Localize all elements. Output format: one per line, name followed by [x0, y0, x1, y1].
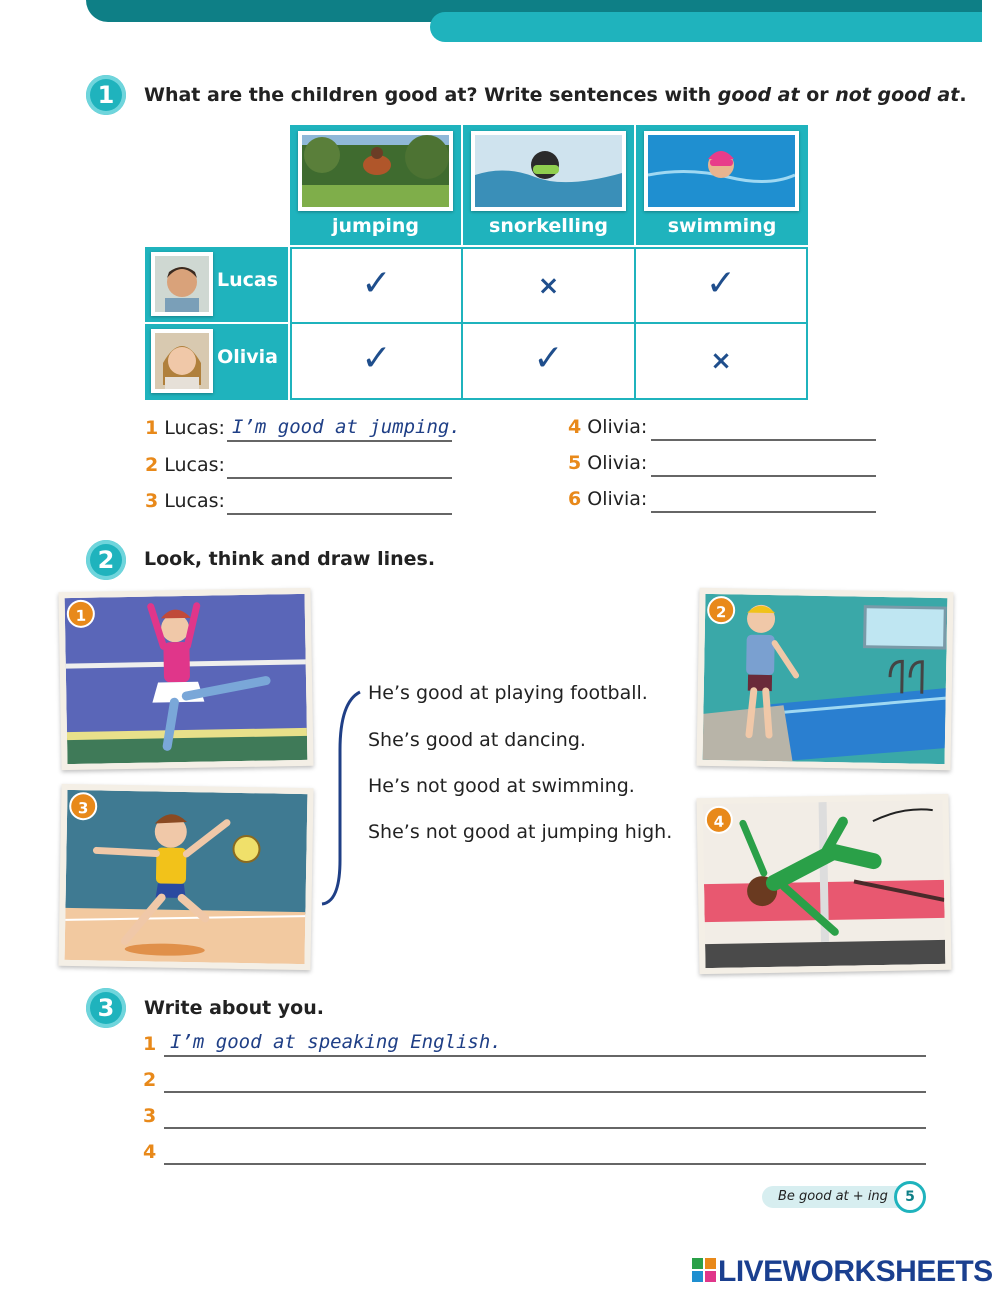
column-label: snorkelling [489, 215, 608, 237]
picture-2-swimming[interactable] [696, 588, 953, 770]
write-line-1-answer[interactable]: I’m good at speaking English. [170, 1031, 502, 1053]
option-1[interactable]: He’s good at playing football. [368, 682, 648, 704]
write-line-2-number: 2 [143, 1069, 157, 1091]
write-line [164, 1055, 926, 1057]
exercise-2-instruction: Look, think and draw lines. [144, 548, 436, 570]
write-line-1-number: 1 [143, 1033, 157, 1055]
answer-line [651, 475, 876, 477]
column-header-swimming [636, 125, 808, 245]
answer-line [651, 511, 876, 513]
sentence-2: 2 Lucas: [145, 454, 225, 476]
exercise-1-instruction: What are the children good at? Write sentences with good at or not good at. [144, 84, 967, 106]
swimming-photo [644, 131, 799, 211]
picture-3-football[interactable] [58, 784, 313, 970]
mark-cell [634, 322, 808, 400]
option-4[interactable]: She’s not good at jumping high. [368, 821, 673, 843]
mark-cell [290, 322, 463, 400]
sentence-3: 3 Lucas: [145, 490, 225, 512]
mark-cell [634, 247, 808, 324]
cross-icon: × [710, 346, 732, 376]
picture-1-number: 1 [67, 600, 95, 628]
top-banner-accent [430, 12, 982, 42]
sentence-4: 4 Olivia: [568, 416, 648, 438]
write-line-3-number: 3 [143, 1105, 157, 1127]
write-line [164, 1127, 926, 1129]
cross-icon: × [537, 271, 560, 301]
picture-3-number: 3 [69, 792, 97, 820]
matching-bracket [318, 690, 364, 908]
grammar-tag: Be good at + ing [762, 1186, 902, 1208]
answer-line [227, 477, 452, 479]
exercise-3-instruction: Write about you. [144, 997, 324, 1019]
mark-cell [290, 247, 463, 324]
good-at-table [145, 125, 808, 400]
sentence-1-answer[interactable]: I’m good at jumping. [232, 416, 461, 438]
exercise-3-number: 3 [86, 988, 126, 1028]
row-name: Olivia [217, 346, 278, 368]
picture-2-number: 2 [707, 596, 735, 624]
answer-line [227, 513, 452, 515]
write-line-4-number: 4 [143, 1141, 157, 1163]
tick-icon: ✓ [533, 338, 564, 379]
write-line [164, 1163, 926, 1165]
tick-icon: ✓ [361, 338, 392, 379]
column-label: swimming [667, 215, 777, 237]
mark-cell [461, 247, 636, 324]
snorkelling-photo [471, 131, 626, 211]
page-number: 5 [894, 1181, 926, 1213]
row-header-lucas [145, 247, 288, 322]
sentence-1: 1 Lucas: [145, 417, 225, 439]
sentence-5: 5 Olivia: [568, 452, 648, 474]
option-3[interactable]: He’s not good at swimming. [368, 775, 635, 797]
tick-icon: ✓ [361, 263, 392, 304]
liveworksheets-logo[interactable]: LIVEWORKSHEETS [718, 1255, 993, 1288]
picture-4-jumping-high[interactable] [696, 794, 951, 974]
option-2[interactable]: She’s good at dancing. [368, 729, 586, 751]
column-header-jumping [290, 125, 461, 245]
answer-line [651, 439, 876, 441]
row-header-olivia [145, 324, 288, 400]
answer-line [227, 440, 452, 442]
mark-cell [461, 322, 636, 400]
lucas-avatar [151, 252, 213, 316]
column-label: jumping [331, 215, 420, 237]
tick-icon: ✓ [705, 263, 737, 304]
exercise-1-number: 1 [86, 75, 126, 115]
column-header-snorkelling [463, 125, 634, 245]
olivia-avatar [151, 329, 213, 393]
sentence-6: 6 Olivia: [568, 488, 648, 510]
row-name: Lucas [216, 269, 278, 291]
jumping-photo [298, 131, 453, 211]
picture-1-dancing[interactable] [58, 588, 313, 770]
exercise-2-number: 2 [86, 540, 126, 580]
write-line [164, 1091, 926, 1093]
picture-4-number: 4 [705, 806, 733, 834]
liveworksheets-logo-icon [692, 1258, 716, 1282]
